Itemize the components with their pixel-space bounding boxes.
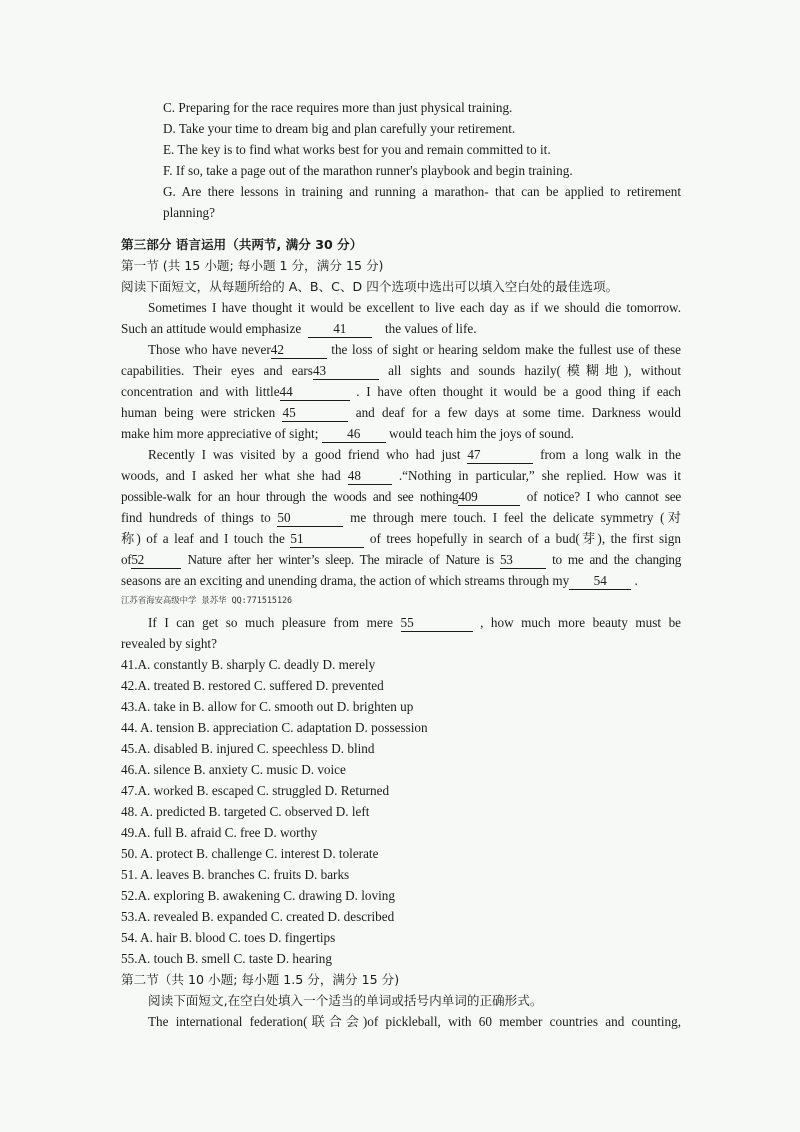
- blank-55: 55: [401, 615, 473, 632]
- passage-line: of52 Nature after her winter’s sleep. The miracle of Nature is 53 to me and the changing: [121, 552, 681, 567]
- blank-51: 51: [290, 531, 364, 548]
- passage-line: make him more appreciative of sight; 46 would teach him the joys of sound.: [121, 426, 574, 441]
- section1-instruction: 阅读下面短文，从每题所给的 A、B、C、D 四个选项中选出可以填入空白处的最佳选项。: [121, 279, 619, 294]
- question-45-options: 45.A. disabled B. injured C. speechless D. blind: [121, 741, 375, 756]
- blank-45: 45: [282, 405, 348, 422]
- question-49-options: 49.A. full B. afraid C. free D. worthy: [121, 825, 318, 840]
- blank-49: 409: [458, 489, 520, 506]
- option-d: D. Take your time to dream big and plan carefully your retirement.: [163, 121, 516, 136]
- question-48-options: 48. A. predicted B. targeted C. observed D. left: [121, 804, 370, 819]
- question-53-options: 53.A. revealed B. expanded C. created D. described: [121, 909, 395, 924]
- passage-line: 称) of a leaf and I touch the 51 of trees hopefully in search of a bud(芽), the first sign: [121, 531, 681, 546]
- blank-43: 43: [313, 363, 379, 380]
- question-47-options: 47.A. worked B. escaped C. struggled D. Returned: [121, 783, 390, 798]
- option-e: E. The key is to find what works best for you and remain committed to it.: [163, 142, 551, 157]
- passage-line: human being were stricken 45 and deaf for a few days at some time. Darkness would: [121, 405, 681, 420]
- passage-line: concentration and with little44 . I have often thought it would be a good thing if each: [121, 384, 681, 399]
- option-f: F. If so, take a page out of the marathon runner's playbook and begin training.: [163, 163, 573, 178]
- blank-42: 42: [271, 342, 327, 359]
- question-51-options: 51. A. leaves B. branches C. fruits D. barks: [121, 867, 350, 882]
- watermark-text: 江苏省海安高级中学 景苏华 QQ:771515126: [121, 595, 293, 605]
- blank-47: 47: [467, 447, 533, 464]
- passage-line: Such an attitude would emphasize 41 the values of life.: [121, 321, 477, 336]
- option-c: C. Preparing for the race requires more than just physical training.: [163, 100, 513, 115]
- question-44-options: 44. A. tension B. appreciation C. adaptation D. possession: [121, 720, 428, 735]
- blank-50: 50: [277, 510, 343, 527]
- question-41-options: 41.A. constantly B. sharply C. deadly D. merely: [121, 657, 376, 672]
- option-g-continued: planning?: [163, 205, 216, 220]
- blank-54: 54: [569, 573, 631, 590]
- question-50-options: 50. A. protect B. challenge C. interest D. tolerate: [121, 846, 379, 861]
- passage-line: capabilities. Their eyes and ears43 all sights and sounds hazily(模糊地), without: [121, 363, 681, 378]
- section2-instruction: 阅读下面短文,在空白处填入一个适当的单词或括号内单词的正确形式。: [148, 993, 543, 1008]
- question-54-options: 54. A. hair B. blood C. toes D. fingertips: [121, 930, 336, 945]
- section2-title: 第二节（共 10 小题; 每小题 1.5 分，满分 15 分): [121, 972, 400, 987]
- passage-line: revealed by sight?: [121, 636, 217, 651]
- blank-52: 52: [131, 552, 181, 569]
- question-46-options: 46.A. silence B. anxiety C. music D. voice: [121, 762, 346, 777]
- question-52-options: 52.A. exploring B. awakening C. drawing D. loving: [121, 888, 395, 903]
- passage-line: woods, and I asked her what she had 48 .“Nothing in particular,” she replied. How was it: [121, 468, 681, 483]
- question-55-options: 55.A. touch B. smell C. taste D. hearing: [121, 951, 332, 966]
- question-43-options: 43.A. take in B. allow for C. smooth out D. brighten up: [121, 699, 414, 714]
- passage-line: possible-walk for an hour through the woods and see nothing409 of notice? I who cannot see: [121, 489, 681, 504]
- passage-line: find hundreds of things to 50 me through mere touch. I feel the delicate symmetry (对: [121, 510, 681, 525]
- section1-title: 第一节 (共 15 小题; 每小题 1 分，满分 15 分): [121, 258, 384, 273]
- blank-53: 53: [500, 552, 546, 569]
- blank-46: 46: [322, 426, 386, 443]
- part3-title: 第三部分 语言运用（共两节, 满分 30 分）: [121, 237, 363, 252]
- blank-48: 48: [348, 468, 392, 485]
- passage-line: If I can get so much pleasure from mere 55 , how much more beauty must be: [148, 615, 681, 630]
- section2-passage-line: The international federation(联合会)of pickleball, with 60 member countries and counting,: [148, 1014, 681, 1029]
- blank-41: 41: [308, 321, 372, 338]
- passage-line: seasons are an exciting and unending drama, the action of which streams through my 54 .: [121, 573, 638, 588]
- passage-line: Recently I was visited by a good friend who had just 47 from a long walk in the: [148, 447, 681, 462]
- passage-line: Those who have never42 the loss of sight or hearing seldom make the fullest use of these: [148, 342, 681, 357]
- passage-line: Sometimes I have thought it would be excellent to live each day as if we should die tomorrow.: [148, 300, 681, 315]
- blank-44: 44: [280, 384, 350, 401]
- question-42-options: 42.A. treated B. restored C. suffered D. prevented: [121, 678, 384, 693]
- option-g: G. Are there lessons in training and running a marathon- that can be applied to retirement: [163, 184, 681, 199]
